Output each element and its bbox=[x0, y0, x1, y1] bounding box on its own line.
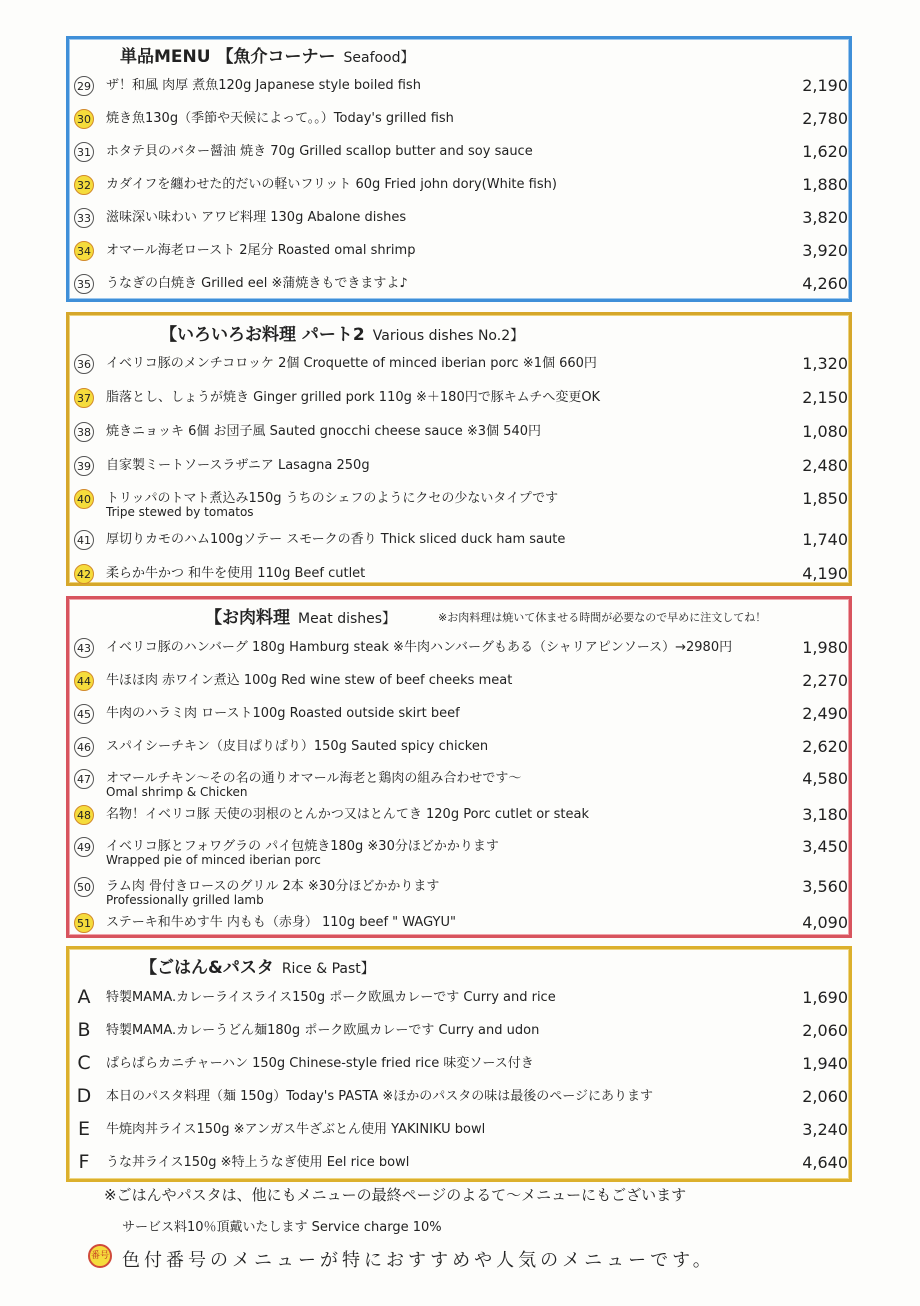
service-charge: サービス料10％頂戴いたします Service charge 10% bbox=[122, 1220, 442, 1235]
item-price: 3,450 bbox=[802, 837, 848, 856]
meat-title bbox=[205, 603, 396, 628]
item-price: 4,090 bbox=[802, 913, 848, 932]
menu-item bbox=[72, 733, 852, 763]
item-letter: A bbox=[77, 986, 91, 1008]
legend-note: 色付番号のメニューが特におすすめや人気のメニューです。 bbox=[122, 1250, 715, 1271]
menu-item bbox=[72, 560, 852, 590]
item-number: 37 bbox=[74, 388, 94, 408]
item-number: 29 bbox=[74, 76, 94, 96]
item-price: 1,690 bbox=[802, 988, 848, 1007]
item-number: 32 bbox=[74, 175, 94, 195]
item-letter: B bbox=[77, 1019, 91, 1041]
menu-item bbox=[72, 984, 852, 1014]
various-title-ja: 【いろいろお料理 パート2 bbox=[160, 325, 365, 345]
item-number: 42 bbox=[74, 564, 94, 584]
item-letter: F bbox=[78, 1151, 90, 1173]
item-number: 34 bbox=[74, 241, 94, 261]
item-number: 46 bbox=[74, 737, 94, 757]
item-number: 51 bbox=[74, 913, 94, 933]
item-price: 2,060 bbox=[802, 1087, 848, 1106]
item-description: 牛肉のハラミ肉 ロースト100g Roasted outside skirt beef bbox=[106, 706, 460, 721]
menu-item bbox=[72, 833, 852, 867]
item-number: 47 bbox=[74, 769, 94, 789]
seafood-title-ja: 単品MENU 【魚介コーナー bbox=[120, 47, 336, 67]
item-number: 35 bbox=[74, 274, 94, 294]
item-description: 牛焼肉丼ライス150g ※アンガス牛ざぶとん使用 YAKINIKU bowl bbox=[106, 1122, 486, 1137]
item-number: 30 bbox=[74, 109, 94, 129]
item-price: 1,320 bbox=[802, 354, 848, 373]
item-description: ステーキ和牛めす牛 内もも（赤身） 110g beef " WAGYU" bbox=[106, 915, 456, 930]
menu-item bbox=[72, 526, 852, 556]
menu-item bbox=[72, 350, 852, 380]
menu-item bbox=[72, 485, 852, 519]
menu-item bbox=[72, 72, 852, 102]
menu-item bbox=[72, 418, 852, 448]
item-description: うな丼ライス150g ※特上うなぎ使用 Eel rice bowl bbox=[106, 1155, 410, 1170]
item-description: 厚切りカモのハム100gソテー スモークの香り Thick sliced duck ham saute bbox=[106, 532, 566, 547]
item-number: 39 bbox=[74, 456, 94, 476]
item-description: トリッパのトマト煮込み150g うちのシェフのようにクセの少ないタイプです bbox=[106, 491, 559, 506]
item-price: 1,080 bbox=[802, 422, 848, 441]
menu-item bbox=[72, 171, 852, 201]
item-description: うなぎの白焼き Grilled eel ※蒲焼きもできますよ♪ bbox=[106, 276, 408, 291]
meat-title-ja: 【お肉料理 bbox=[205, 608, 290, 628]
meat-title-en: Meat dishes】 bbox=[298, 611, 397, 627]
item-description: カダイフを纏わせた的だいの軽いフリット 60g Fried john dory(White fish) bbox=[106, 177, 557, 192]
menu-item bbox=[72, 105, 852, 135]
various-title bbox=[160, 320, 524, 345]
item-number: 38 bbox=[74, 422, 94, 442]
item-description: 本日のパスタ料理（麺 150g）Today's PASTA ※ほかのパスタの味は最後のページにあります bbox=[106, 1089, 654, 1104]
menu-item bbox=[72, 700, 852, 730]
item-description: 柔らか牛かつ 和牛を使用 110g Beef cutlet bbox=[106, 566, 366, 581]
rice-title-en: Rice & Past】 bbox=[281, 961, 375, 977]
item-description: イベリコ豚とフォワグラの パイ包焼き180g ※30分ほどかかります bbox=[106, 839, 499, 854]
menu-item bbox=[72, 765, 852, 799]
item-price: 1,980 bbox=[802, 638, 848, 657]
menu-item bbox=[72, 1050, 852, 1080]
item-price: 3,180 bbox=[802, 805, 848, 824]
item-description-en: Wrapped pie of minced iberian porc bbox=[106, 853, 321, 867]
various-title-en: Various dishes No.2】 bbox=[372, 328, 525, 344]
menu-item bbox=[72, 634, 852, 664]
rice-title bbox=[140, 953, 375, 978]
menu-item bbox=[72, 452, 852, 482]
menu-item bbox=[72, 873, 852, 907]
item-description: スパイシーチキン（皮目ぱりぱり）150g Sauted spicy chicken bbox=[106, 739, 489, 754]
item-description-en: Professionally grilled lamb bbox=[106, 893, 264, 907]
menu-item bbox=[72, 138, 852, 168]
item-description: 自家製ミートソースラザニア Lasagna 250g bbox=[106, 458, 370, 473]
item-description: 名物！イベリコ豚 天使の羽根のとんかつ又はとんてき 120g Porc cutlet or steak bbox=[106, 807, 589, 822]
item-price: 1,940 bbox=[802, 1054, 848, 1073]
meat-note: ※お肉料理は焼いて休ませる時間が必要なので早めに注文してね！ bbox=[438, 611, 767, 624]
item-number: 43 bbox=[74, 638, 94, 658]
item-price: 2,490 bbox=[802, 704, 848, 723]
item-description: ラム肉 骨付きロースのグリル 2本 ※30分ほどかかります bbox=[106, 879, 440, 894]
item-description: 特製MAMA.カレーライスライス150g ポーク欧風カレーです Curry and rice bbox=[106, 990, 556, 1005]
item-description: 牛ほほ肉 赤ワイン煮込 100g Red wine stew of beef cheeks meat bbox=[106, 673, 513, 688]
item-price: 2,150 bbox=[802, 388, 848, 407]
item-description: イベリコ豚のハンバーグ 180g Hamburg steak ※牛肉ハンバーグもある（シャリアピンソース）→2980円 bbox=[106, 640, 733, 655]
item-letter: D bbox=[76, 1085, 92, 1107]
highlight-seal-icon: 番号 bbox=[88, 1244, 112, 1268]
menu-item bbox=[72, 237, 852, 267]
menu-item bbox=[72, 1017, 852, 1047]
item-price: 1,620 bbox=[802, 142, 848, 161]
item-number: 48 bbox=[74, 805, 94, 825]
item-description: 脂落とし、しょうが焼き Ginger grilled pork 110g ※＋180円で豚キムチへ変更OK bbox=[106, 390, 601, 405]
menu-item bbox=[72, 909, 852, 939]
item-description: 焼きニョッキ 6個 お団子風 Sauted gnocchi cheese sauce ※3個 540円 bbox=[106, 424, 541, 439]
item-price: 3,920 bbox=[802, 241, 848, 260]
item-price: 3,820 bbox=[802, 208, 848, 227]
item-number: 36 bbox=[74, 354, 94, 374]
item-price: 2,620 bbox=[802, 737, 848, 756]
seafood-title bbox=[120, 42, 415, 67]
item-price: 1,880 bbox=[802, 175, 848, 194]
item-price: 1,740 bbox=[802, 530, 848, 549]
item-price: 2,270 bbox=[802, 671, 848, 690]
menu-item bbox=[72, 204, 852, 234]
item-number: 31 bbox=[74, 142, 94, 162]
item-description: ぱらぱらカニチャーハン 150g Chinese-style fried rice 味変ソース付き bbox=[106, 1056, 534, 1071]
item-description-en: Omal shrimp & Chicken bbox=[106, 785, 248, 799]
menu-item bbox=[72, 1116, 852, 1146]
item-description-en: Tripe stewed by tomatos bbox=[106, 505, 254, 519]
menu-item bbox=[72, 801, 852, 831]
item-price: 3,560 bbox=[802, 877, 848, 896]
seafood-title-en: Seafood】 bbox=[343, 50, 415, 66]
item-number: 45 bbox=[74, 704, 94, 724]
item-price: 4,260 bbox=[802, 274, 848, 293]
item-number: 33 bbox=[74, 208, 94, 228]
item-description: ホタテ貝のバター醤油 焼き 70g Grilled scallop butter and soy sauce bbox=[106, 144, 533, 159]
item-price: 1,850 bbox=[802, 489, 848, 508]
item-number: 49 bbox=[74, 837, 94, 857]
item-description: オマールチキン～その名の通りオマール海老と鶏肉の組み合わせです～ bbox=[106, 771, 522, 786]
footer-note: ※ごはんやパスタは、他にもメニューの最終ページのよるて～メニューにもございます bbox=[104, 1186, 687, 1204]
item-price: 2,780 bbox=[802, 109, 848, 128]
item-description: 焼き魚130g（季節や天候によって。。）Today's grilled fish bbox=[106, 111, 454, 126]
item-description: イベリコ豚のメンチコロッケ 2個 Croquette of minced iberian porc ※1個 660円 bbox=[106, 356, 597, 371]
item-number: 41 bbox=[74, 530, 94, 550]
item-description: 特製MAMA.カレーうどん麺180g ポーク欧風カレーです Curry and udon bbox=[106, 1023, 540, 1038]
item-letter: E bbox=[77, 1118, 90, 1140]
item-number: 40 bbox=[74, 489, 94, 509]
item-price: 2,060 bbox=[802, 1021, 848, 1040]
item-price: 3,240 bbox=[802, 1120, 848, 1139]
item-description: 滋味深い味わい アワビ料理 130g Abalone dishes bbox=[106, 210, 407, 225]
item-price: 2,190 bbox=[802, 76, 848, 95]
menu-item bbox=[72, 1149, 852, 1179]
item-description: オマール海老ロースト 2尾分 Roasted omal shrimp bbox=[106, 243, 416, 258]
menu-item bbox=[72, 667, 852, 697]
item-number: 44 bbox=[74, 671, 94, 691]
item-price: 2,480 bbox=[802, 456, 848, 475]
item-description: ザ！和風 肉厚 煮魚120g Japanese style boiled fish bbox=[106, 78, 421, 93]
item-price: 4,640 bbox=[802, 1153, 848, 1172]
menu-item bbox=[72, 270, 852, 300]
item-letter: C bbox=[77, 1052, 91, 1074]
item-price: 4,580 bbox=[802, 769, 848, 788]
item-price: 4,190 bbox=[802, 564, 848, 583]
item-number: 50 bbox=[74, 877, 94, 897]
rice-title-ja: 【ごはん&パスタ bbox=[140, 958, 274, 978]
menu-item bbox=[72, 1083, 852, 1113]
menu-item bbox=[72, 384, 852, 414]
